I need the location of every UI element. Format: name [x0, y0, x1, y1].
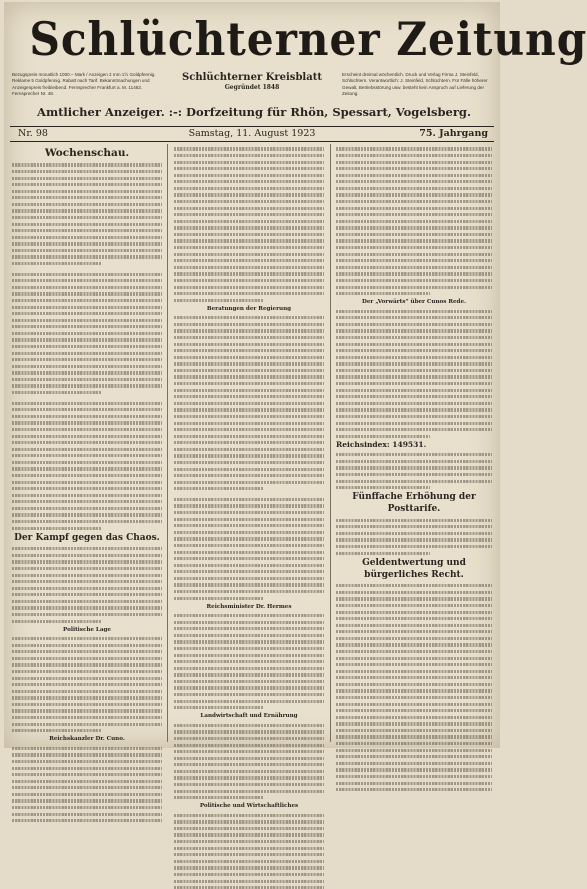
- founded-label: Gegründet 1848: [224, 84, 280, 91]
- kreisblatt-block: [168, 72, 336, 92]
- kreisblatt-title: Schlüchterner Kreisblatt: [182, 72, 322, 83]
- article-subheading: Reichskanzler Dr. Cuno.: [49, 736, 125, 743]
- article-heading: Fünffache Erhöhung der Posttarife.: [352, 492, 476, 515]
- article-heading: Der Kampf gegen das Chaos.: [14, 532, 160, 543]
- subscription-info: Bezugspreis monatlich 1000.– Mark / Anzeigen 2 mm 1½ Goldpfennig. Reklame 5 Goldpfennig. Rabatt nach Tarif. Bekanntmachungen und Anzeigenpreis freibleibend. Fernsprecher Frankfurt a. M. 11463. Fernsprecher Nr. 48.: [12, 72, 156, 97]
- article-subheading: Der „Vorwärts“ über Cunos Rede.: [362, 299, 466, 306]
- article-column-3: [336, 144, 492, 742]
- article-column-2: [174, 144, 324, 810]
- article-subheading: Beratungen der Regierung: [206, 305, 292, 312]
- article-subheading: Politische Lage: [63, 626, 111, 633]
- column-divider: [167, 144, 168, 742]
- article-heading: Wochenschau.: [44, 147, 130, 159]
- article-subheading: Reichsminister Dr. Hermes: [206, 603, 292, 610]
- tagline: Amtlicher Anzeiger. :-: Dorfzeitung für Rhön, Spessart, Vogelsberg.: [37, 105, 471, 119]
- masthead-title: Schlüchterner Zeitung: [29, 12, 587, 66]
- article-subheading: Politische und Wirtschaftliches: [199, 803, 299, 810]
- dateline: [10, 126, 494, 142]
- article-heading: Geldentwertung und bürgerliches Recht.: [362, 557, 466, 580]
- article-column-1: [12, 144, 162, 742]
- column-divider: [330, 144, 331, 742]
- publisher-info: Erscheint dreimal wöchentlich. Druck und Verlag Firma J. Steinfeld, Schlüchtern. Verantwortlich: J. Steinfeld, Schlüchtern. Für Fälle höherer Gewalt, Betriebsstörung usw. besteht kein Anspruch auf Lieferung der Zeitung.: [342, 72, 488, 97]
- index-heading: Reichsindex: 149531.: [336, 439, 427, 449]
- volume-number: 75. Jahrgang: [419, 128, 488, 139]
- issue-number: Nr. 98: [18, 128, 48, 139]
- newspaper-page: [4, 2, 587, 810]
- issue-date: Samstag, 11. August 1923: [188, 128, 316, 139]
- article-subheading: Landwirtschaft und Ernährung: [200, 713, 298, 720]
- subheader: [8, 72, 496, 124]
